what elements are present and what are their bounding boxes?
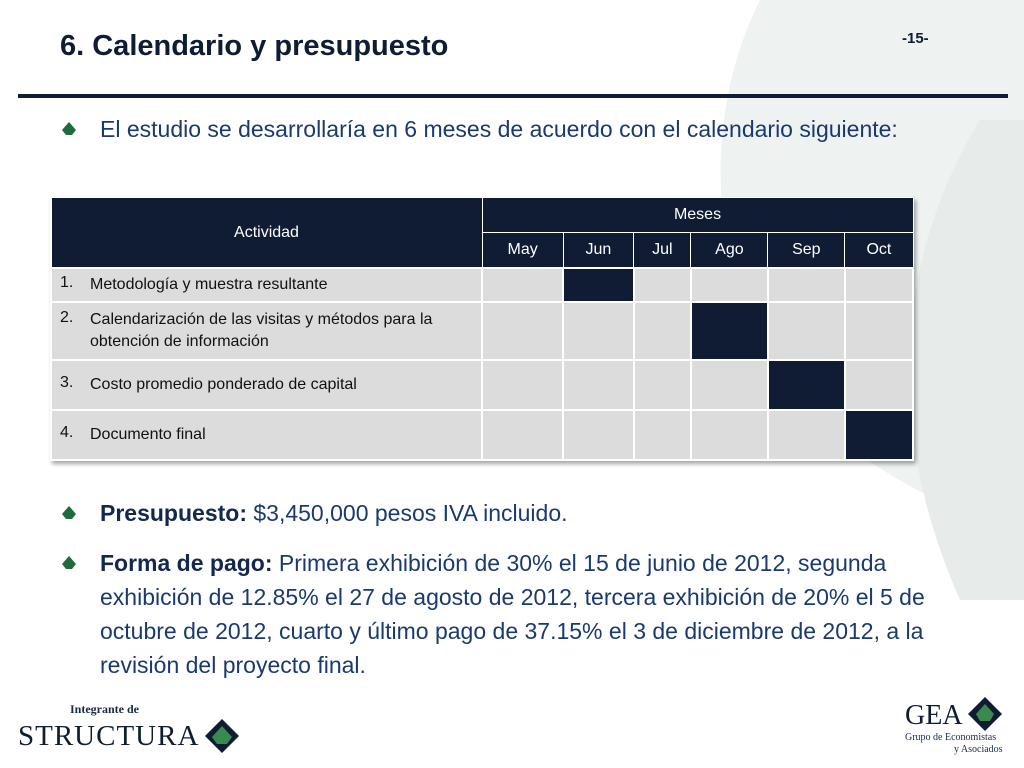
schedule-cell [563, 302, 633, 360]
gea-wordmark: GEA [905, 700, 963, 731]
schedule-cell-active [691, 302, 768, 360]
structura-emblem-icon [203, 717, 241, 755]
activity-header: Actividad [51, 198, 482, 269]
schedule-cell [691, 268, 768, 302]
table-row [51, 360, 913, 410]
activity-label: Metodología y muestra resultante [90, 276, 328, 293]
page-title: 6. Calendario y presupuesto [60, 30, 449, 62]
structura-wordmark: STRUCTURA [18, 719, 200, 752]
month-header-sep: Sep [768, 233, 845, 269]
schedule-cell [634, 410, 691, 460]
month-header-jun: Jun [563, 233, 633, 269]
activity-number: 2. [60, 309, 74, 326]
activity-cell [51, 268, 482, 302]
budget-label: Presupuesto: [100, 500, 247, 526]
budget-text: $3,450,000 pesos IVA incluido. [253, 500, 568, 526]
schedule-cell-active [768, 360, 845, 410]
gea-emblem-icon [967, 696, 1003, 732]
activity-cell [51, 410, 482, 460]
gea-subtitle-2: y Asociados [953, 744, 1003, 755]
schedule-cell [634, 268, 691, 302]
schedule-cell [482, 302, 563, 360]
gea-logo [905, 696, 1003, 756]
table-row [51, 410, 913, 460]
activity-number: 1. [60, 274, 74, 291]
bullet-icon [62, 506, 76, 519]
activity-number: 3. [60, 374, 74, 391]
activity-label: Documento final [90, 426, 206, 443]
schedule-cell [768, 302, 845, 360]
schedule-cell [845, 302, 913, 360]
activity-label: Costo promedio ponderado de capital [90, 376, 357, 393]
budget-bullet [62, 496, 962, 530]
schedule-cell [634, 302, 691, 360]
bullet-icon [62, 556, 76, 569]
bullet-icon [62, 122, 76, 135]
activity-number: 4. [60, 424, 74, 441]
payment-text: Primera exhibición de 30% el 15 de junio de 2012, segunda exhibición de 12.85% el 27 de agosto de 2012, tercera exhibición de 20% el 5 de octubre de 2012, cuarto y último pago de 37.15% el 3 de diciembre de 2012, a la revisión del proyecto final. [100, 550, 925, 678]
structura-tagline: Integrante de [70, 702, 139, 716]
gea-subtitle-1: Grupo de Economistas [905, 732, 997, 743]
activity-label: Calendarización de las visitas y métodos para la obtención de información [90, 311, 433, 350]
schedule-cell [482, 360, 563, 410]
schedule-cell [768, 410, 845, 460]
schedule-cell [845, 268, 913, 302]
page-number: -15- [902, 30, 929, 47]
months-header: Meses [482, 198, 913, 233]
schedule-cell [563, 410, 633, 460]
activity-cell [51, 302, 482, 360]
schedule-cell-active [845, 410, 913, 460]
table-row [51, 268, 913, 302]
month-header-jul: Jul [634, 233, 691, 269]
schedule-cell [482, 268, 563, 302]
month-header-ago: Ago [691, 233, 768, 269]
schedule-cell [691, 360, 768, 410]
title-divider [18, 94, 1008, 98]
intro-text: El estudio se desarrollaría en 6 meses de acuerdo con el calendario siguiente: [100, 116, 898, 142]
schedule-cell [691, 410, 768, 460]
schedule-table [50, 197, 914, 461]
activity-cell [51, 360, 482, 410]
structura-logo [18, 702, 241, 755]
schedule-cell [482, 410, 563, 460]
schedule-cell [768, 268, 845, 302]
schedule-cell [845, 360, 913, 410]
month-header-oct: Oct [845, 233, 913, 269]
schedule-cell-active [563, 268, 633, 302]
payment-bullet [62, 546, 962, 682]
schedule-cell [563, 360, 633, 410]
payment-label: Forma de pago: [100, 550, 273, 576]
table-row [51, 302, 913, 360]
intro-bullet [62, 112, 962, 146]
month-header-may: May [482, 233, 563, 269]
schedule-cell [634, 360, 691, 410]
schedule-body [51, 268, 913, 460]
